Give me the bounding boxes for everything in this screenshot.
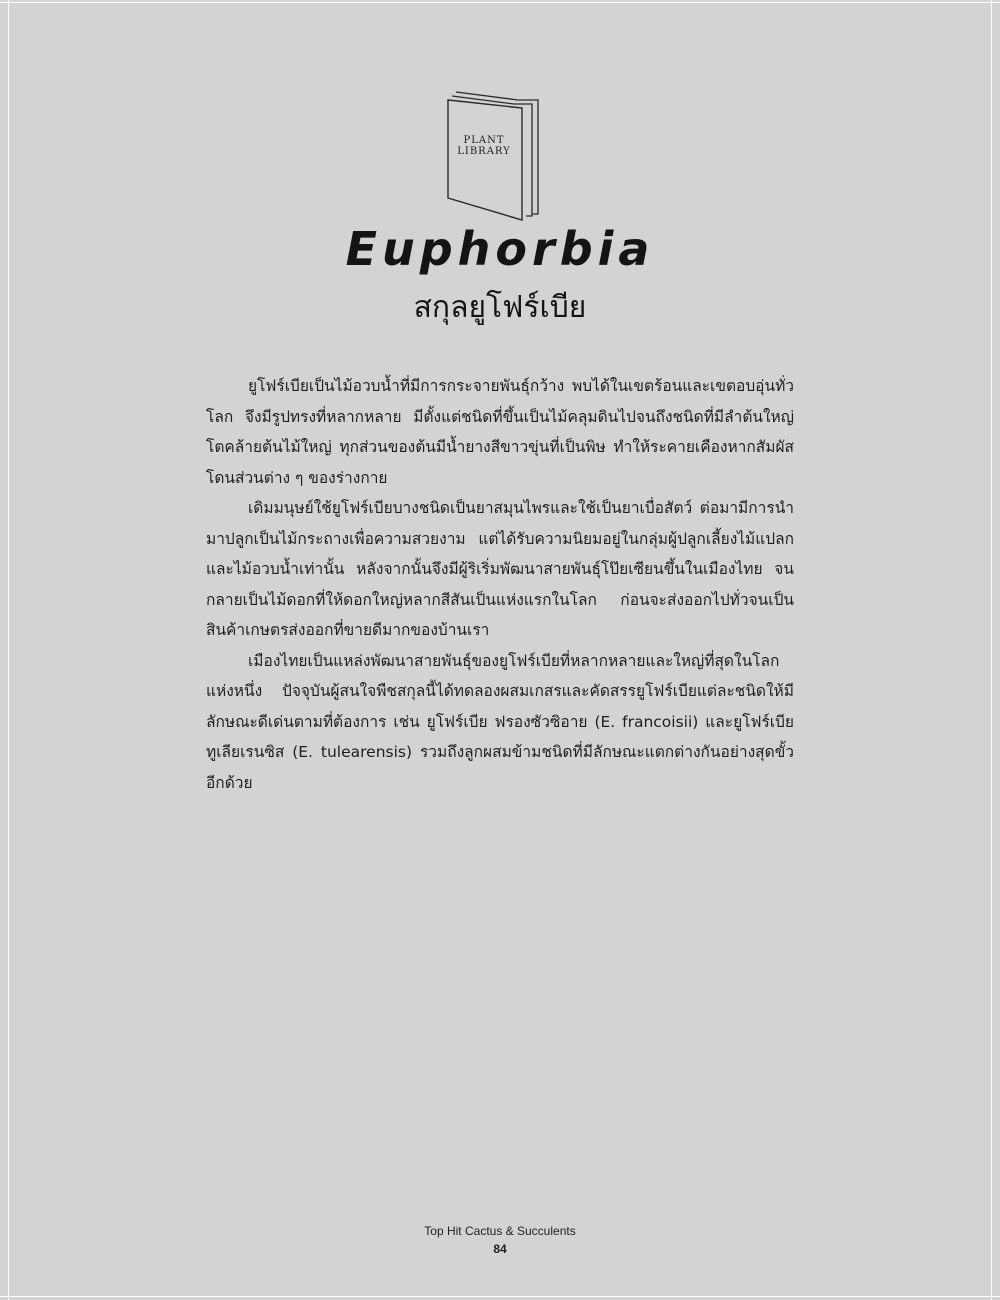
- paragraph-1: ยูโฟร์เบียเป็นไม้อวบน้ำที่มีการกระจายพันธุ์กว้าง พบได้ในเขตร้อนและเขตอบอุ่นทั่วโลก จึงมีรูปทรงที่หลากหลาย มีตั้งแต่ชนิดที่ขึ้นเป็นไม้คลุมดินไปจนถึงชนิดที่มีลำต้นใหญ่โตคล้ายต้นไม้ใหญ่ ทุกส่วนของต้นมีน้ำยางสีขาวขุ่นที่เป็นพิษ ทำให้ระคายเคืองหากสัมผัสโดนส่วนต่าง ๆ ของร่างกาย: [206, 377, 794, 487]
- crop-line-bottom: [0, 1296, 1000, 1297]
- page-subtitle: สกุลยูโฟร์เบีย: [413, 290, 587, 325]
- crop-line-top: [0, 2, 1000, 3]
- book-icon-label-line1: PLANT: [463, 135, 505, 146]
- crop-line-right: [991, 0, 992, 1300]
- footer-book-title: Top Hit Cactus & Succulents: [424, 1224, 576, 1238]
- book-icon-label: [448, 135, 520, 157]
- crop-line-left: [8, 0, 9, 1300]
- paragraph-3: เมืองไทยเป็นแหล่งพัฒนาสายพันธุ์ของยูโฟร์เบียที่หลากหลายและใหญ่ที่สุดในโลกแห่งหนึ่ง ปัจจุบันผู้สนใจพืชสกุลนี้ได้ทดลองผสมเกสรและคัดสรรยูโฟร์เบียแต่ละชนิดให้มีลักษณะดีเด่นตามที่ต้องการ เช่น ยูโฟร์เบีย ฟรองซัวซิอาย (E. francoisii) และยูโฟร์เบีย ทูเลียเรนซิส (E. tulearensis) รวมถึงลูกผสมข้ามชนิดที่มีลักษณะแตกต่างกันอย่างสุดขั้วอีกด้วย: [206, 651, 794, 792]
- page-title: Euphorbia: [345, 222, 655, 276]
- book-icon-label-line2: LIBRARY: [457, 146, 511, 157]
- paragraph-2: เดิมมนุษย์ใช้ยูโฟร์เบียบางชนิดเป็นยาสมุนไพรและใช้เป็นยาเบื่อสัตว์ ต่อมามีการนำมาปลูกเป็นไม้กระถางเพื่อความสวยงาม แต่ได้รับความนิยมอยู่ในกลุ่มผู้ปลูกเลี้ยงไม้แปลกและไม้อวบน้ำเท่านั้น หลังจากนั้นจึงมีผู้ริเริ่มพัฒนาสายพันธุ์โป๊ยเซียนขึ้นในเมืองไทย จนกลายเป็นไม้ดอกที่ให้ดอกใหญ่หลากสีสันเป็นแห่งแรกในโลก ก่อนจะส่งออกไปทั่วจนเป็นสินค้าเกษตรส่งออกที่ขายดีมากของบ้านเรา: [206, 499, 794, 639]
- footer-page-number: 84: [493, 1242, 507, 1256]
- article-body: [206, 371, 794, 798]
